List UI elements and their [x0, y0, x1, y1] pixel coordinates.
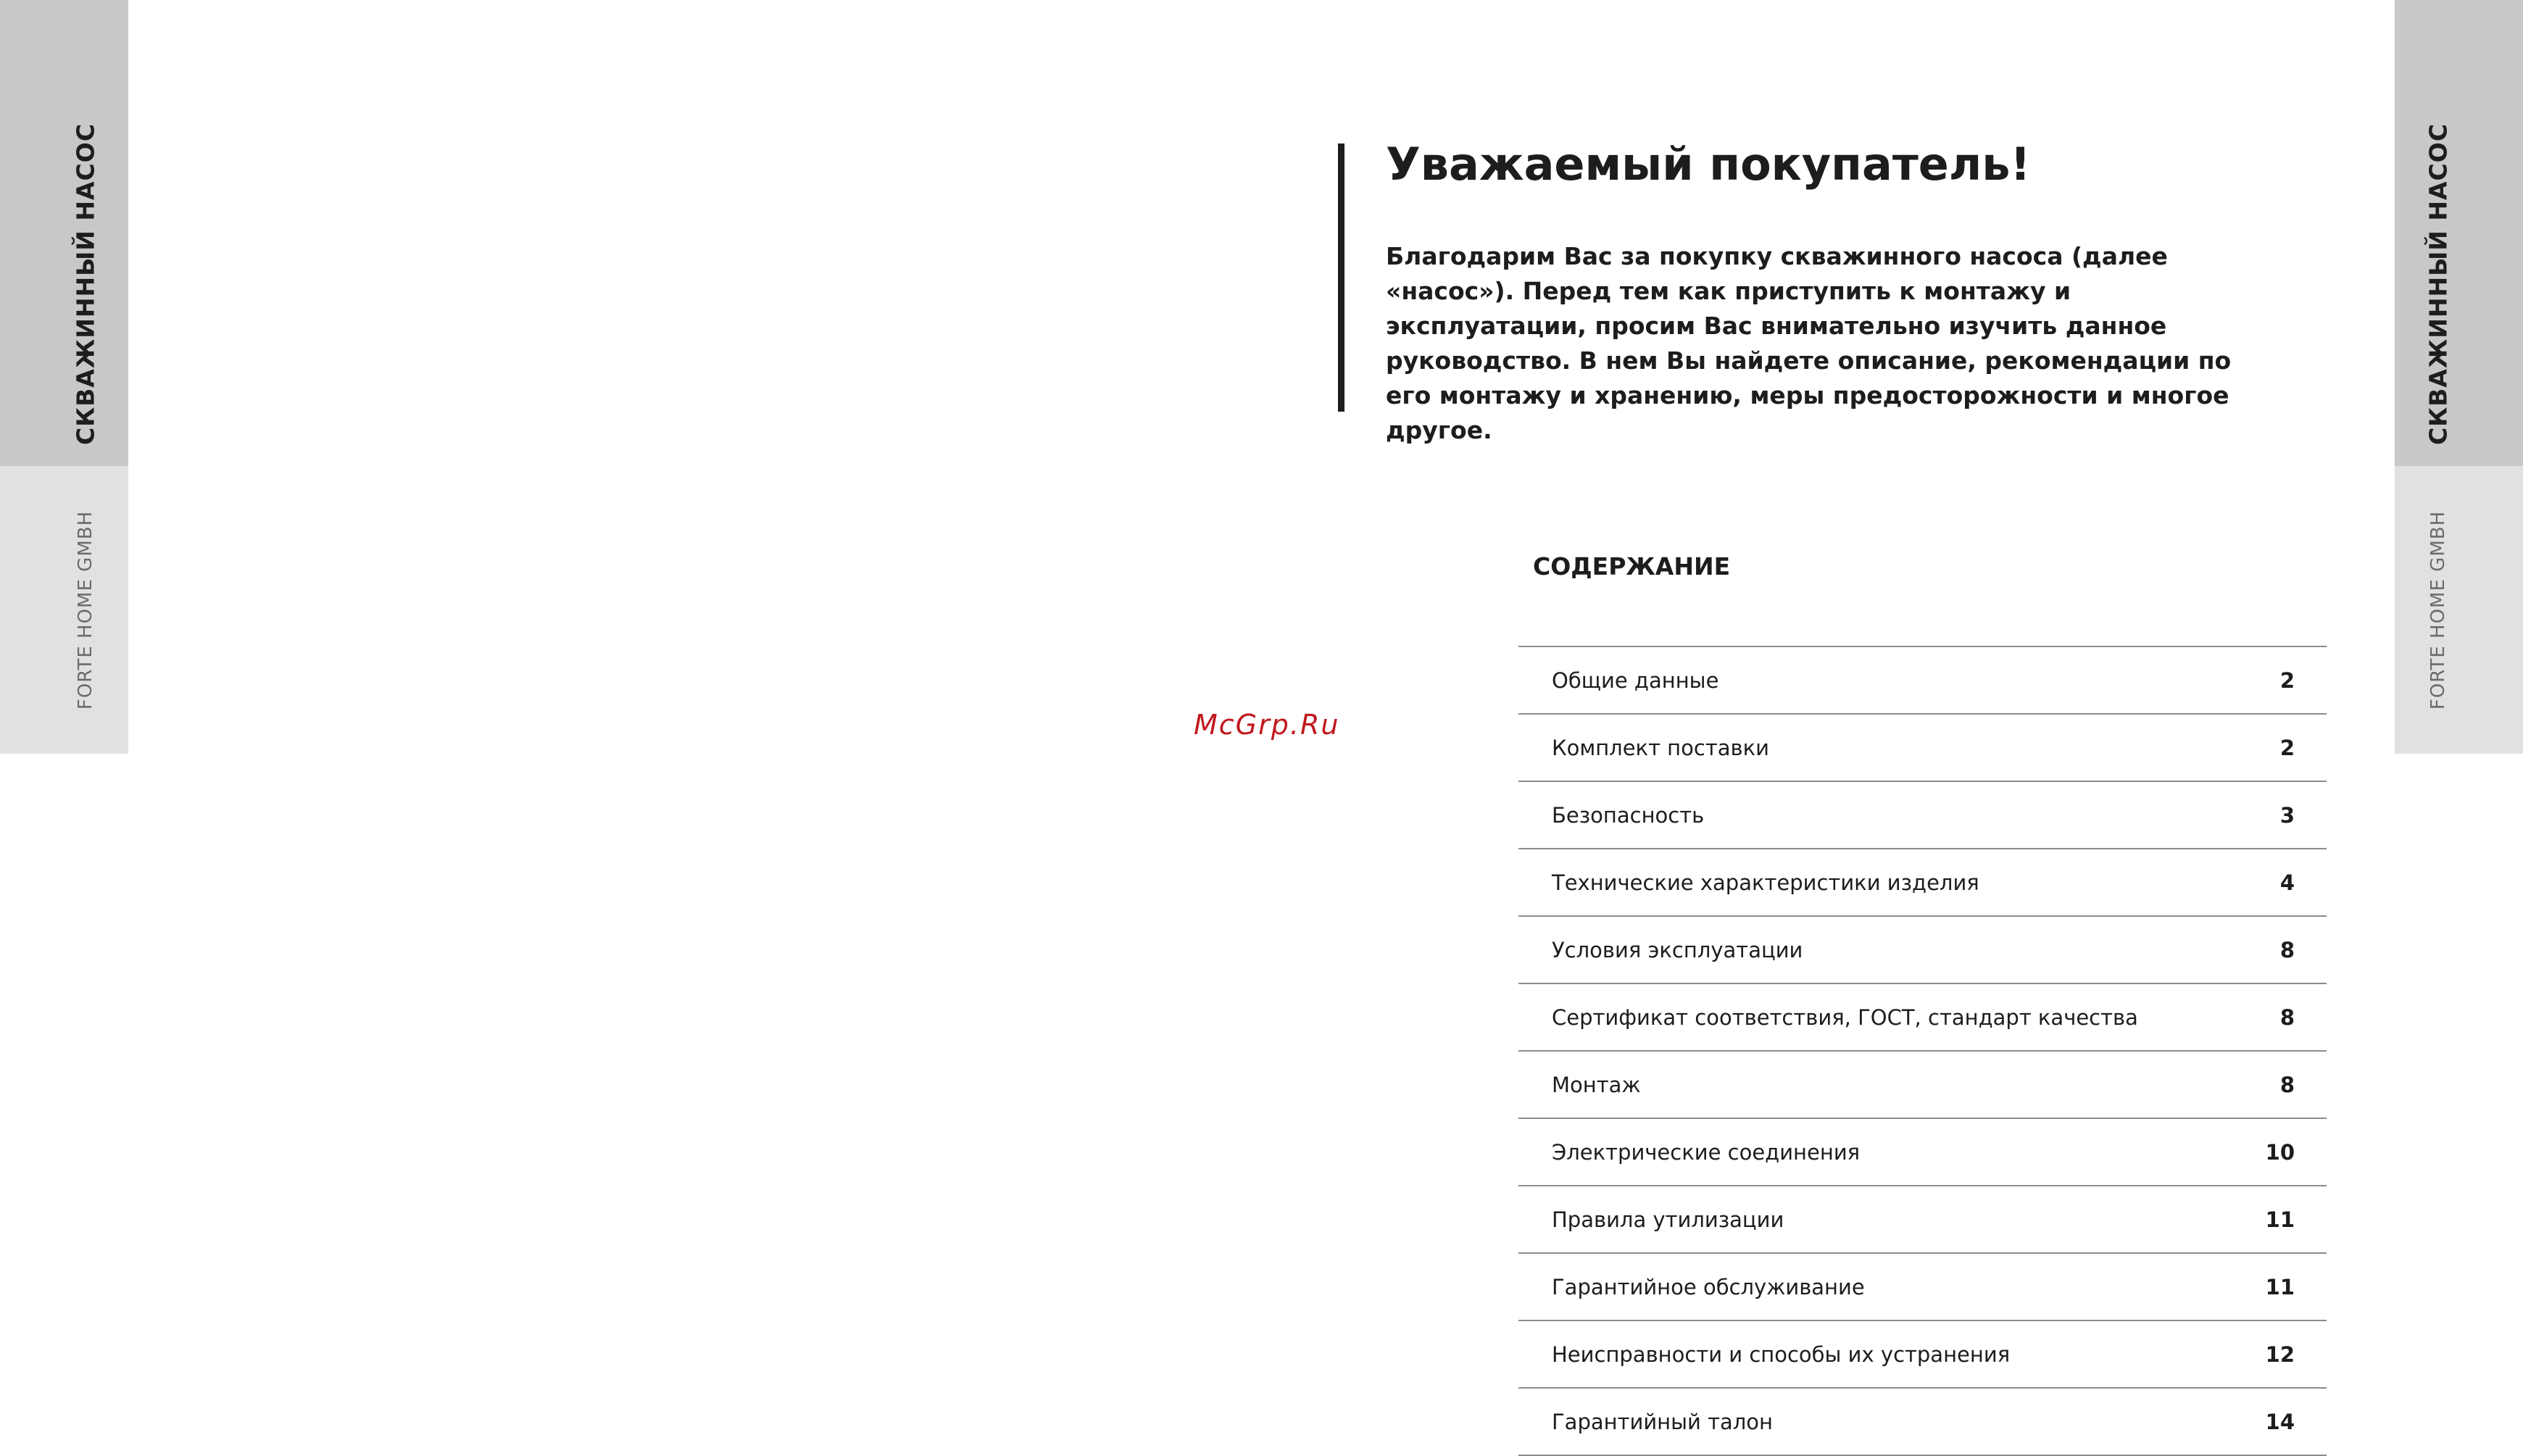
toc-item-title: Комплект поставки — [1518, 714, 2208, 781]
toc-item-page: 2 — [2208, 646, 2327, 714]
toc-item-page: 12 — [2208, 1320, 2327, 1388]
toc-row[interactable] — [1518, 781, 2327, 849]
toc-item-page: 8 — [2208, 1051, 2327, 1118]
toc-item-title: Сертификат соответствия, ГОСТ, стандарт качества — [1518, 983, 2208, 1051]
toc-item-title: Монтаж — [1518, 1051, 2208, 1118]
toc-item-page: 11 — [2208, 1253, 2327, 1320]
toc-item-title: Гарантийное обслуживание — [1518, 1253, 2208, 1320]
left-side-title: СКВАЖИННЫЙ НАСОС — [71, 122, 100, 446]
right-side-tab-title-block — [2395, 0, 2523, 466]
toc-row[interactable] — [1518, 1186, 2327, 1253]
toc-item-page: 11 — [2208, 1186, 2327, 1253]
left-side-company: FORTE HOME GMBH — [75, 510, 96, 710]
toc-item-page: 10 — [2208, 1118, 2327, 1186]
toc-item-page: 4 — [2208, 849, 2327, 916]
intro-heading: Уважаемый покупатель! — [1386, 138, 2031, 191]
toc-row[interactable] — [1518, 849, 2327, 916]
toc-item-page: 8 — [2208, 983, 2327, 1051]
toc-item-page: 3 — [2208, 781, 2327, 849]
toc-item-title: Общие данные — [1518, 646, 2208, 714]
toc-row[interactable] — [1518, 714, 2327, 781]
toc-heading: СОДЕРЖАНИЕ — [1533, 552, 1731, 581]
toc-item-page: 8 — [2208, 916, 2327, 983]
toc-item-title: Неисправности и способы их устранения — [1518, 1320, 2208, 1388]
left-side-tab-title-block — [0, 0, 128, 466]
toc-item-title: Электрические соединения — [1518, 1118, 2208, 1186]
toc-item-title: Технические характеристики изделия — [1518, 849, 2208, 916]
toc-item-page: 2 — [2208, 714, 2327, 781]
toc-row[interactable] — [1518, 1388, 2327, 1455]
toc-item-title: Безопасность — [1518, 781, 2208, 849]
left-side-tab-company-block — [0, 466, 128, 754]
toc-row[interactable] — [1518, 1051, 2327, 1118]
toc-row[interactable] — [1518, 983, 2327, 1051]
watermark-text: McGrp.Ru — [1194, 709, 1340, 741]
toc-item-title: Условия эксплуатации — [1518, 916, 2208, 983]
toc-item-title: Гарантийный талон — [1518, 1388, 2208, 1455]
toc-row[interactable] — [1518, 1320, 2327, 1388]
toc-row[interactable] — [1518, 646, 2327, 714]
intro-accent-bar — [1338, 143, 1344, 412]
toc-item-page: 14 — [2208, 1388, 2327, 1455]
right-side-title: СКВАЖИННЫЙ НАСОС — [2424, 122, 2453, 446]
toc-row[interactable] — [1518, 1253, 2327, 1320]
toc-table — [1518, 646, 2327, 1456]
toc-item-title: Правила утилизации — [1518, 1186, 2208, 1253]
toc-row[interactable] — [1518, 1118, 2327, 1186]
right-side-tab-company-block — [2395, 466, 2523, 754]
toc-row[interactable] — [1518, 916, 2327, 983]
right-side-company: FORTE HOME GMBH — [2427, 510, 2449, 710]
intro-paragraph: Благодарим Вас за покупку скважинного насоса (далее «насос»). Перед тем как приступить к монтажу и эксплуатации, просим Вас внимательно изучить данное руководство. В нем Вы найдете описание, рекомендации по его монтажу и хранению, меры предосторожности и многое другое. — [1386, 242, 2232, 444]
